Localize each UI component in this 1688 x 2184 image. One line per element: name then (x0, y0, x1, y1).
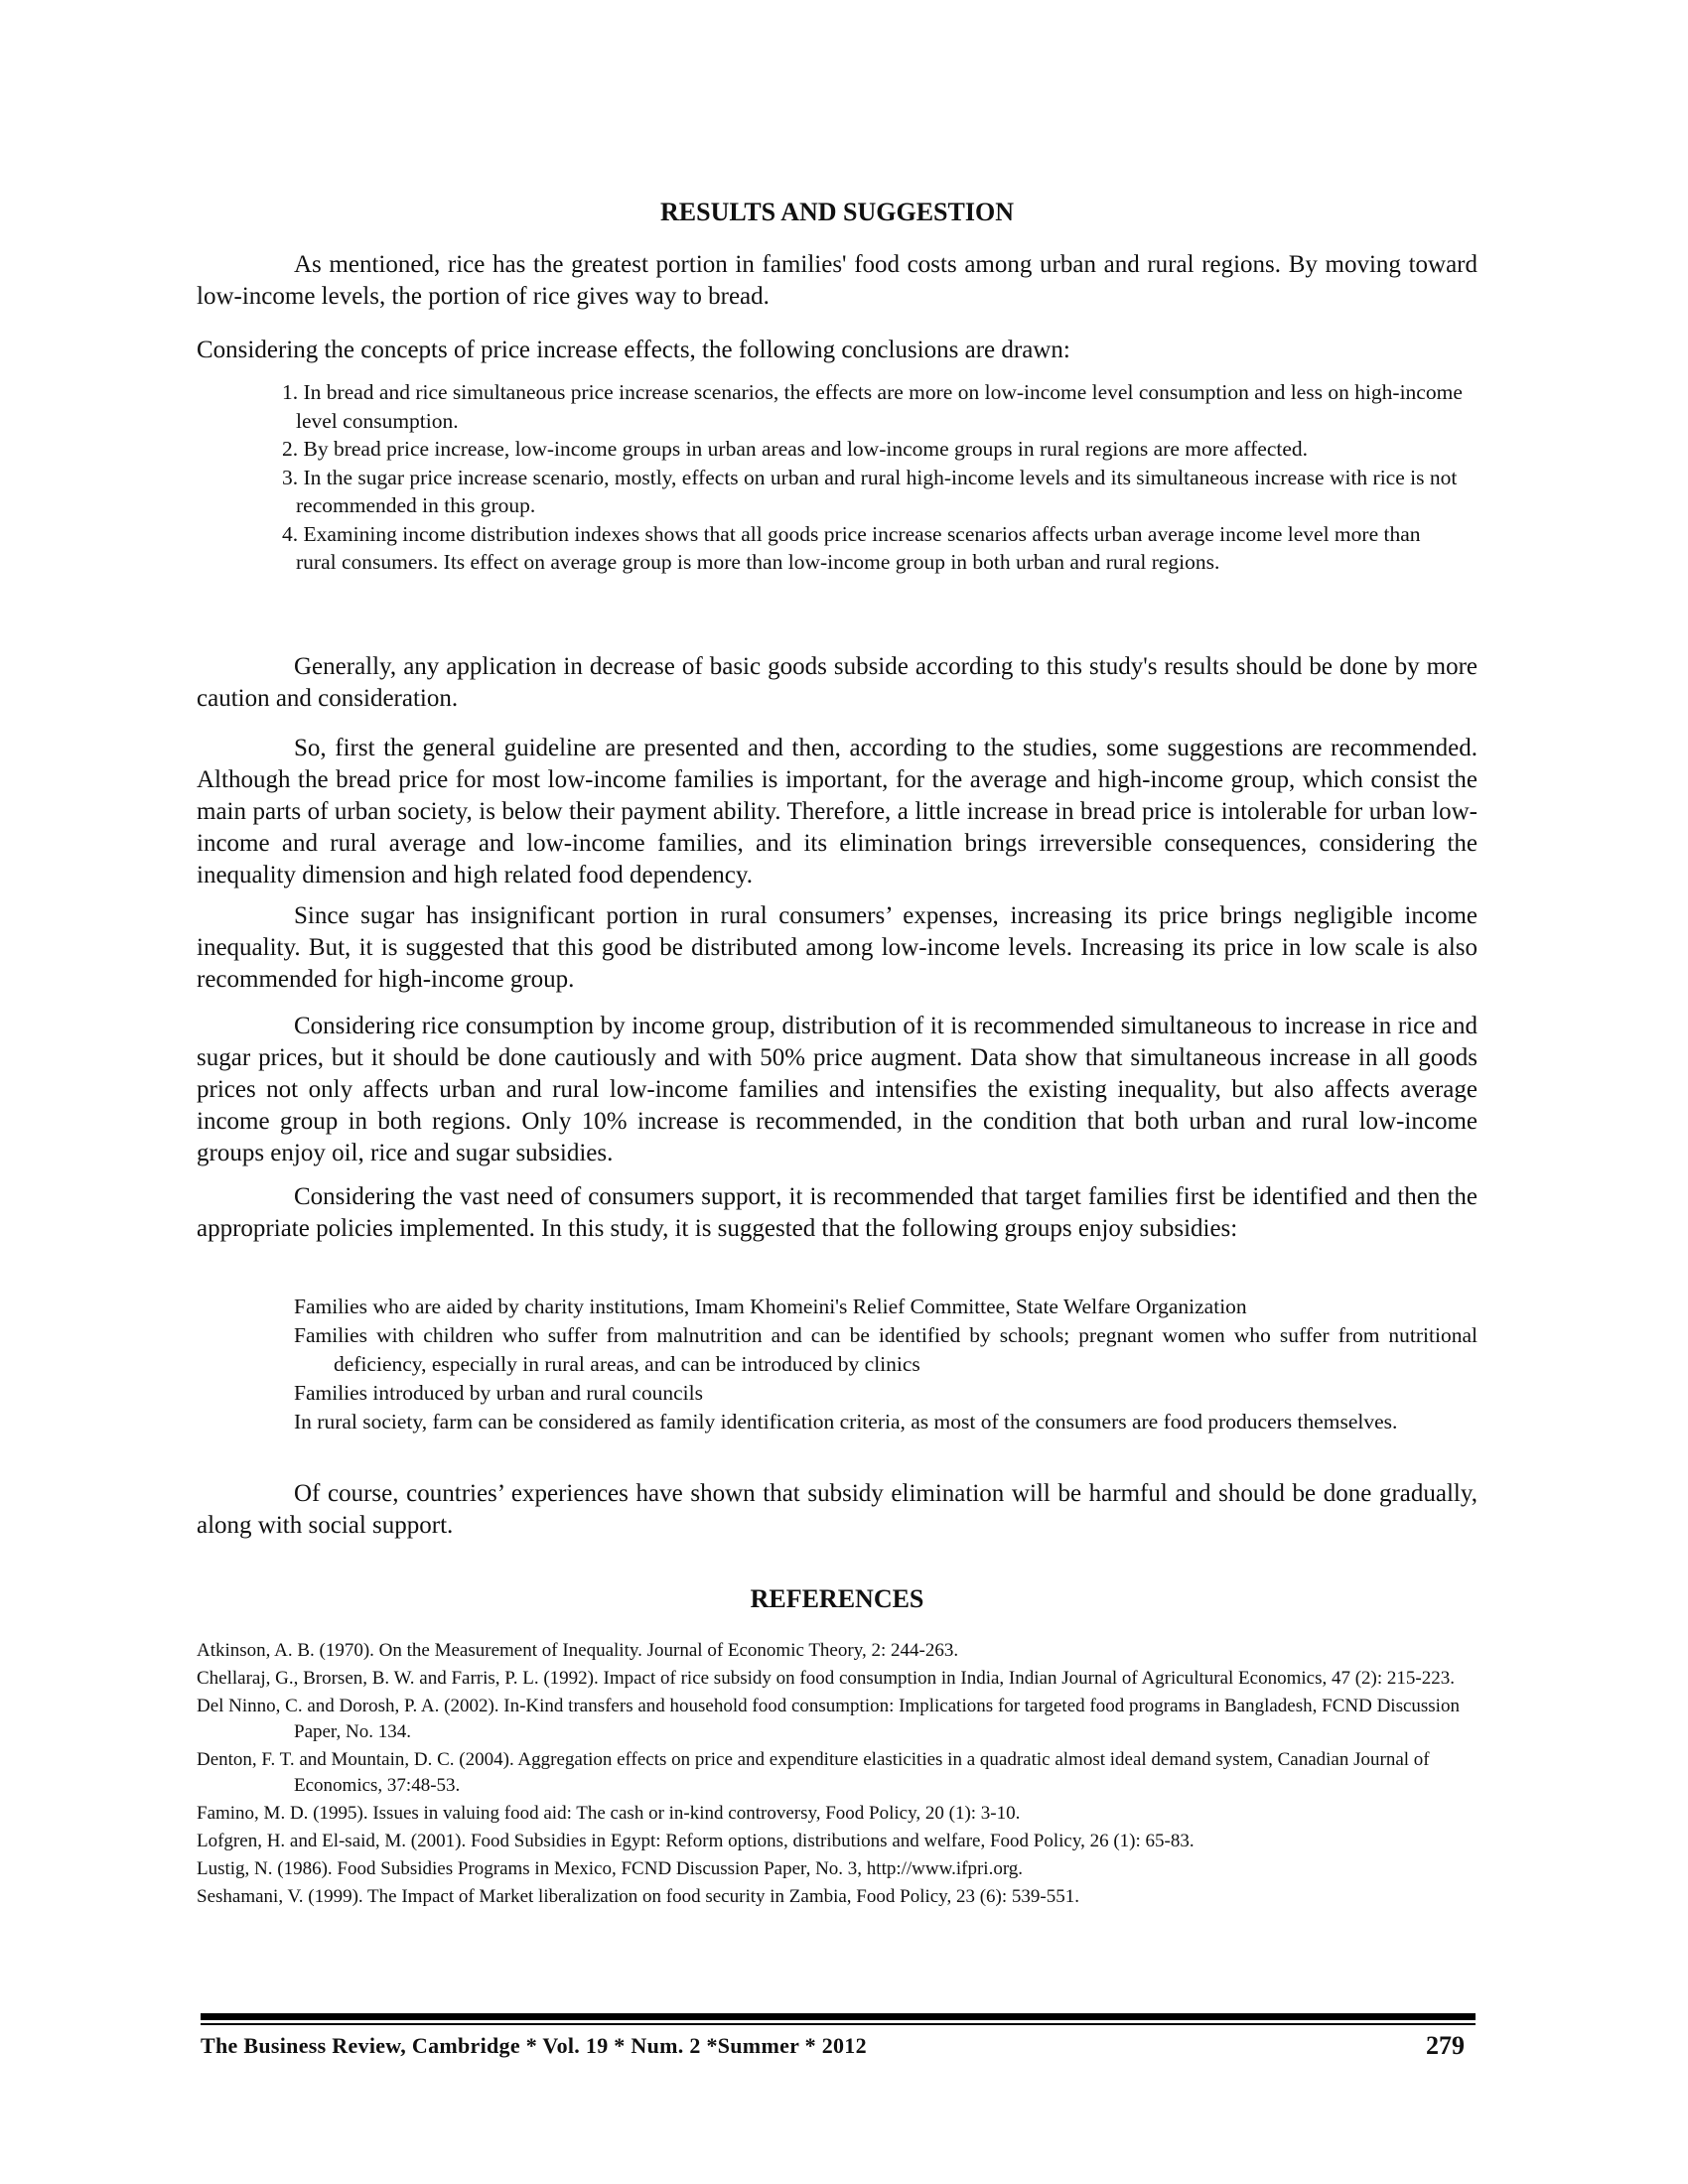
reference-item: Lofgren, H. and El-said, M. (2001). Food Subsidies in Egypt: Reform options, distributions and welfare, Food Policy, 26 (1): 65-83. (197, 1831, 1195, 1851)
references-heading: REFERENCES (750, 1584, 924, 1613)
list-item: In rural society, farm can be considered as family identification criteria, as most of the consumers are food producers themselves. (294, 1410, 1398, 1433)
paragraph-7: Considering the vast need of consumers support, it is recommended that target families first be identified and then the appropriate policies implemented. In this study, it is suggested that the following groups enjoy subsidies: (197, 1183, 1477, 1242)
subsidy-groups-list (294, 1293, 1477, 1436)
list-item: 1. In bread and rice simultaneous price increase scenarios, the effects are more on low-income level consumption and less on high-income level consumption. (282, 380, 1463, 433)
paragraph-2: Considering the concepts of price increase effects, the following conclusions are drawn: (197, 337, 1070, 363)
paragraph-3: Generally, any application in decrease of basic goods subside according to this study's results should be done by more caution and consideration. (197, 653, 1477, 712)
reference-item: Del Ninno, C. and Dorosh, P. A. (2002). In-Kind transfers and household food consumption: Implications for targeted food programs in Bangladesh, FCND Discussion Paper, No. 134. (197, 1696, 1460, 1742)
paragraph-5: Since sugar has insignificant portion in rural consumers’ expenses, increasing its price brings negligible income inequality. But, it is suggested that this good be distributed among low-income levels. Increasing its price in low scale is also recommended for high-income group. (197, 902, 1477, 993)
references-list (197, 1638, 1477, 1912)
reference-item: Famino, M. D. (1995). Issues in valuing food aid: The cash or in-kind controversy, Food Policy, 20 (1): 3-10. (197, 1803, 1021, 1824)
paragraph-6: Considering rice consumption by income group, distribution of it is recommended simultaneous to increase in rice and sugar prices, but it should be done cautiously and with 50% price augment. Data show that simultaneous increase in all goods prices not only affects urban and rural low-income families and intensifies the existing inequality, but also affects average income group in both regions. Only 10% increase is recommended, in the condition that both urban and rural low-income groups enjoy oil, rice and sugar subsidies. (197, 1013, 1477, 1166)
list-item: 3. In the sugar price increase scenario, mostly, effects on urban and rural high-income levels and its simultaneous increase with rice is not recommended in this group. (282, 465, 1458, 517)
footer-journal: The Business Review, Cambridge * Vol. 19 * Num. 2 *Summer * 2012 (201, 2033, 867, 2058)
reference-item: Seshamani, V. (1999). The Impact of Market liberalization on food security in Zambia, Food Policy, 23 (6): 539-551. (197, 1886, 1079, 1907)
list-item: Families who are aided by charity institutions, Imam Khomeini's Relief Committee, State Welfare Organization (294, 1295, 1247, 1318)
conclusions-list (282, 378, 1464, 577)
reference-item: Chellaraj, G., Brorsen, B. W. and Farris, P. L. (1992). Impact of rice subsidy on food consumption in India, Indian Journal of Agricultural Economics, 47 (2): 215-223. (197, 1668, 1455, 1689)
list-item: Families introduced by urban and rural councils (294, 1381, 703, 1405)
list-item: Families with children who suffer from malnutrition and can be identified by schools; pregnant women who suffer from nutritional deficiency, especially in rural areas, and can be introduced by clinics (294, 1323, 1477, 1376)
list-item: 4. Examining income distribution indexes shows that all goods price increase scenarios affects urban average income level more than rural consumers. Its effect on average group is more than low-income group in both urban and rural regions. (282, 521, 1421, 574)
footer-rule (201, 2013, 1476, 2020)
footer-rule (201, 2023, 1476, 2025)
paragraph-4: So, first the general guideline are presented and then, according to the studies, some suggestions are recommended. Although the bread price for most low-income families is important, for the average and high-income group, which consist the main parts of urban society, is below their payment ability. Therefore, a little increase in bread price is intolerable for urban low-income and rural average and low-income families, and its elimination brings irreversible consequences, considering the inequality dimension and high related food dependency. (197, 735, 1477, 888)
results-heading: RESULTS AND SUGGESTION (660, 198, 1014, 226)
list-item: 2. By bread price increase, low-income groups in urban areas and low-income groups in rural regions are more affected. (282, 437, 1309, 461)
page-number: 279 (1426, 2031, 1465, 2060)
paragraph-8: Of course, countries’ experiences have shown that subsidy elimination will be harmful and should be done gradually, along with social support. (197, 1480, 1477, 1539)
paragraph-1: As mentioned, rice has the greatest portion in families' food costs among urban and rural regions. By moving toward low-income levels, the portion of rice gives way to bread. (197, 251, 1477, 310)
reference-item: Lustig, N. (1986). Food Subsidies Programs in Mexico, FCND Discussion Paper, No. 3, http://www.ifpri.org. (197, 1858, 1024, 1879)
reference-item: Atkinson, A. B. (1970). On the Measurement of Inequality. Journal of Economic Theory, 2: 244-263. (197, 1640, 959, 1661)
reference-item: Denton, F. T. and Mountain, D. C. (2004). Aggregation effects on price and expenditure elasticities in a quadratic almost ideal demand system, Canadian Journal of Economics, 37:48-53. (197, 1749, 1430, 1796)
